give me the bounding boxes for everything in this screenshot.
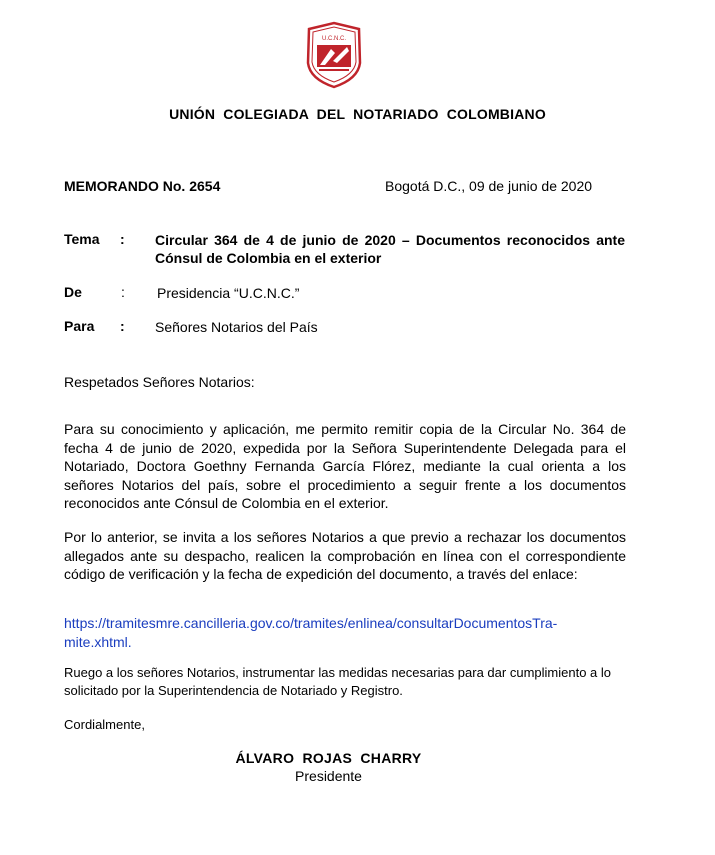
paragraph-circular: Para su conocimiento y aplicación, me permito remitir copia de la Circular No. 364 de fecha 4 de junio de 2020, expedida por la Señora Superintendente Delegada para el Notariado, Doctora Goethny Fernanda García Flórez, mediante la cual orienta a los señores Notarios del país, sobre el procedimiento a seguir frente a los documentos reconocidos ante Cónsul de Colombia en el exterior. (64, 421, 626, 511)
signatory-title: Presidente (295, 768, 362, 784)
paragraph-request: Ruego a los señores Notarios, instrumentar las medidas necesarias para dar cumplimiento a lo solicitado por la Superintendencia de Notariado y Registro. (64, 665, 611, 698)
para-value: Señores Notarios del País (155, 319, 318, 335)
signatory-name: ÁLVARO ROJAS CHARRY (235, 750, 422, 766)
logo-text: U.C.N.C. (322, 36, 346, 42)
paragraph-invitation: Por lo anterior, se invita a los señores Notarios a que previo a rechazar los documentos allegados ante su despacho, realicen la comprobación en línea con el correspondiente código de verificación y la fecha de expedición del documento, a través del enlace: (64, 529, 626, 582)
ucnc-logo (303, 21, 365, 89)
verification-link-line2[interactable]: mite.xhtml. (64, 633, 132, 650)
organization-title: UNIÓN COLEGIADA DEL NOTARIADO COLOMBIANO (169, 106, 546, 122)
para-colon: : (120, 318, 125, 334)
de-colon: : (121, 284, 125, 300)
closing: Cordialmente, (64, 717, 145, 732)
de-value: Presidencia “U.C.N.C.” (157, 285, 300, 301)
verification-link[interactable] (64, 614, 626, 651)
memo-date: Bogotá D.C., 09 de junio de 2020 (385, 178, 593, 194)
tema-value: Circular 364 de 4 de junio de 2020 – Documentos reconocidos ante Cónsul de Colombia en el exterior (155, 232, 625, 266)
tema-label: Tema (64, 231, 100, 247)
greeting: Respetados Señores Notarios: (64, 374, 255, 390)
verification-link-line1[interactable]: https://tramitesmre.cancilleria.gov.co/tramites/enlinea/consultarDocumentosTra- (64, 615, 558, 631)
tema-colon: : (120, 231, 125, 247)
para-label: Para (64, 318, 95, 334)
shield-logo-icon (303, 21, 365, 89)
de-label: De (64, 284, 82, 300)
memo-number: MEMORANDO No. 2654 (64, 178, 221, 194)
